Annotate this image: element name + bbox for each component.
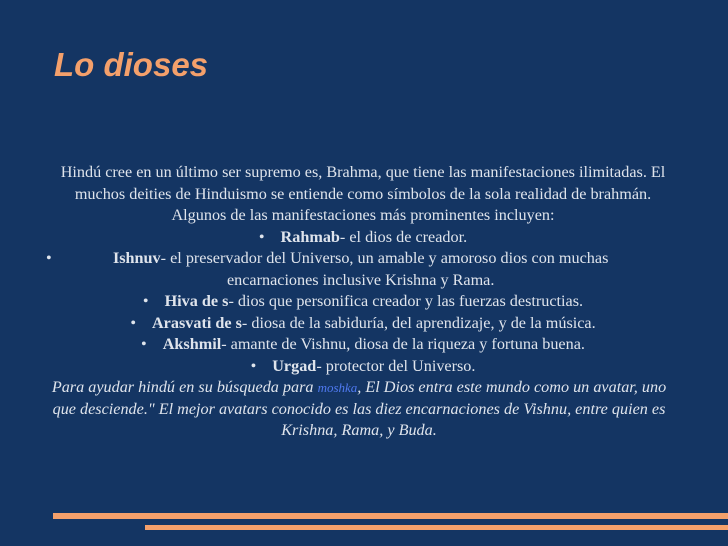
god-description: - amante de Vishnu, diosa de la riqueza y fortuna buena. [221,335,585,353]
list-item-rahmab [46,227,680,249]
list-item-hiva [46,291,680,313]
bullet-icon: • [141,335,147,353]
god-description: - diosa de la sabiduría, del aprendizaje, y de la música. [241,313,596,332]
bullet-icon: • [250,356,257,375]
gods-list [46,227,680,378]
list-item-text [68,248,654,291]
moshka-link[interactable]: moshka [317,380,358,395]
list-item-urgad [46,356,680,378]
god-description: - protector del Universo. [316,356,476,375]
god-description: - el dios de creador. [339,227,468,246]
closing-paragraph [42,377,676,442]
closing-text-before: Para ayudar hindú en su búsqueda para [51,378,318,396]
bullet-icon: • [142,292,149,310]
list-item-ishnuv [46,248,680,291]
bullet-icon: • [258,227,265,246]
intro-paragraph: Hindú cree en un último ser supremo es, Brahma, que tiene las manifestaciones ilimitadas. El muchos deities de Hinduismo se entiende como símbolos de la sola realidad de brahmán. Algunos de las manifestaciones más prominentes incluyen: [60,163,666,224]
god-name: Ishnuv [112,249,161,267]
god-description: - dios que personifica creador y las fuerzas destructias. [228,292,584,310]
god-description: - el preservador del Universo, un amable y amoroso dios con muchas encarnaciones inclusive Krishna y Rama. [160,249,609,289]
god-name: Urgad [272,356,317,375]
bullet-icon: • [46,249,52,267]
god-name: Hiva de s [164,292,229,310]
list-item-arasvati [46,313,680,335]
slide-body [46,162,680,442]
slide-title: Lo dioses [54,46,209,83]
god-name: Arasvati de s [151,313,242,332]
god-name: Rahmab [280,227,340,246]
bullet-icon: • [130,313,136,332]
god-name: Akshmil [162,335,222,353]
decorative-rule-bottom [145,525,728,530]
list-item-akshmil [46,334,680,356]
closing-text-after: , El Dios entra este mundo como un avatar, uno que desciende." El mejor avatars conocido es las diez encarnaciones de Vishnu, entre quien es Krishna, Rama, y Buda. [52,378,667,439]
decorative-rule-top [53,513,728,519]
